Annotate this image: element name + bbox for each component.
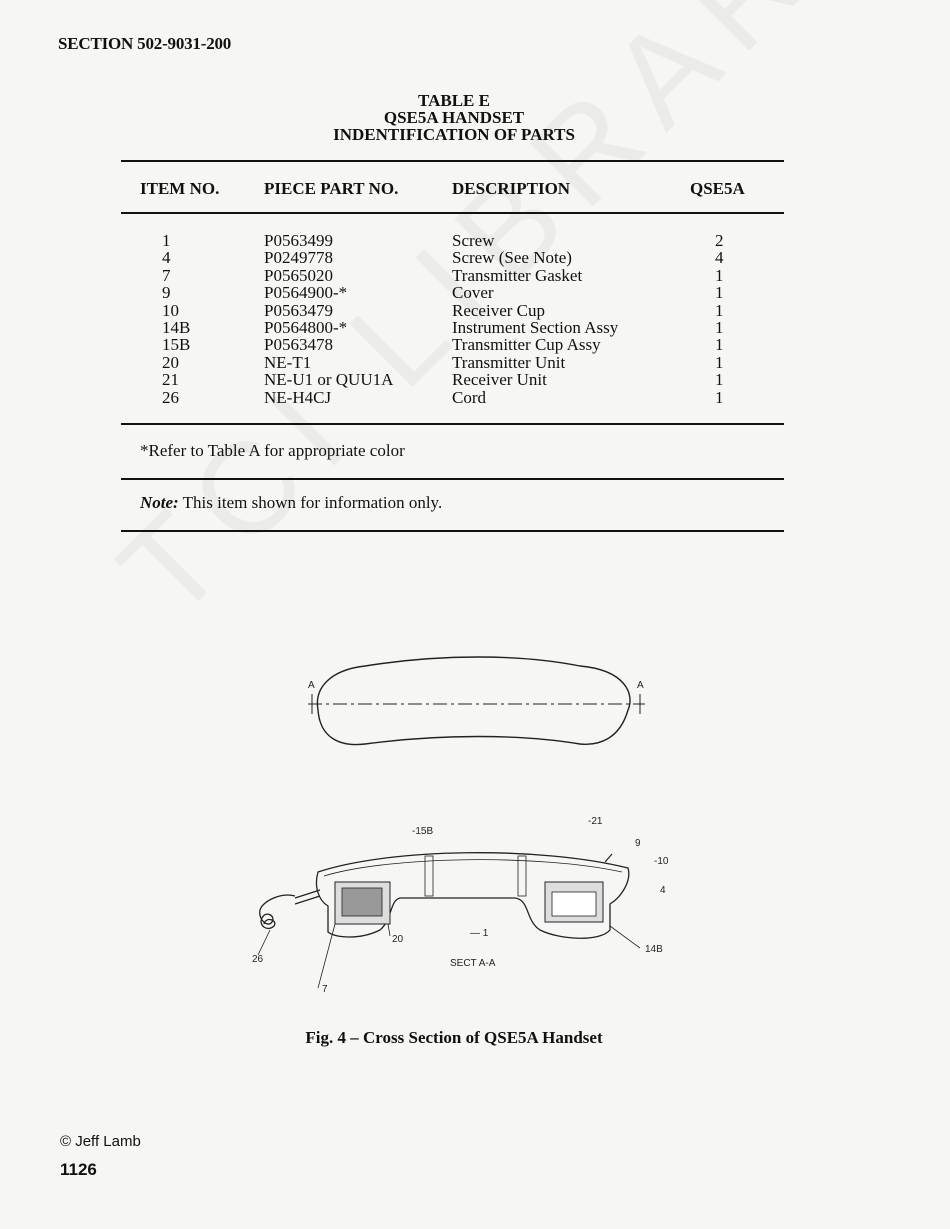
part-number-cell: P0249778 — [264, 248, 333, 268]
quantity-cell: 2 — [715, 231, 724, 250]
part-number-cell: P0565020 — [264, 265, 333, 285]
description-cell: Cord — [452, 387, 486, 407]
description-cell: Cover — [452, 283, 494, 303]
quantity-cell: 1 — [715, 283, 724, 303]
table-row — [0, 389, 950, 406]
table-bottom-rule — [121, 423, 784, 425]
note — [140, 493, 442, 513]
description-cell: Screw (See Note) — [452, 248, 572, 268]
column-header-item: ITEM NO. — [140, 179, 220, 198]
part-number-cell: NE-H4CJ — [264, 387, 332, 407]
quantity-cell: 1 — [715, 318, 724, 337]
page-number: 1126 — [60, 1160, 97, 1179]
callout-14b: 14B — [645, 944, 663, 955]
quantity-cell: 1 — [715, 352, 724, 372]
section-header: SECTION 502-9031-200 — [58, 34, 232, 53]
figure-caption: Fig. 4 – Cross Section of QSE5A Handset — [305, 1028, 603, 1047]
description-cell: Screw — [452, 231, 495, 250]
callout-4: 4 — [660, 885, 666, 896]
description-cell: Receiver Cup — [452, 300, 545, 320]
item-number-cell: 26 — [162, 387, 179, 407]
column-header-qse5a: QSE5A — [690, 179, 745, 198]
part-number-cell: P0563478 — [264, 335, 333, 355]
copyright: © Jeff Lamb — [60, 1133, 141, 1150]
table-row — [0, 284, 950, 301]
table-row — [0, 336, 950, 353]
item-number-cell: 14B — [162, 318, 191, 337]
color-footnote: *Refer to Table A for appropriate color — [140, 441, 405, 460]
note-bottom-rule — [121, 530, 784, 532]
callout-9: 9 — [635, 838, 641, 849]
callout-21: -21 — [588, 816, 603, 827]
note-text: This item shown for information only. — [178, 493, 443, 512]
part-number-cell: NE-T1 — [264, 352, 312, 372]
description-cell: Transmitter Gasket — [452, 265, 583, 285]
table-title: TABLE E — [418, 91, 490, 110]
quantity-cell: 4 — [715, 248, 724, 268]
description-cell: Receiver Unit — [452, 370, 547, 390]
callout-10: -10 — [654, 856, 669, 867]
item-number-cell: 20 — [162, 352, 179, 372]
table-row — [0, 267, 950, 284]
part-number-cell: P0564900-* — [264, 283, 348, 303]
item-number-cell: 9 — [162, 283, 171, 303]
quantity-cell: 1 — [715, 300, 724, 320]
part-number-cell: P0563479 — [264, 300, 333, 320]
description-cell: Transmitter Cup Assy — [452, 335, 601, 355]
table-subtitle: QSE5A HANDSET — [383, 108, 525, 127]
handset-cross-section — [240, 810, 680, 1000]
note-top-rule — [121, 478, 784, 480]
section-label: SECT A-A — [450, 958, 496, 969]
part-number-cell: P0563499 — [264, 231, 333, 250]
description-cell: Transmitter Unit — [452, 352, 566, 372]
item-number-cell: 1 — [162, 231, 171, 250]
table-header-rule — [121, 212, 784, 214]
table-heading: INDENTIFICATION OF PARTS — [333, 125, 575, 144]
table-row — [0, 319, 950, 336]
part-number-cell: NE-U1 or QUU1A — [264, 370, 394, 390]
callout-15b: -15B — [412, 826, 434, 837]
table-row — [0, 249, 950, 266]
callout-20: 20 — [392, 934, 404, 945]
table-row — [0, 302, 950, 319]
callout-26: 26 — [252, 954, 264, 965]
description-cell: Instrument Section Assy — [452, 318, 619, 337]
column-header-description: DESCRIPTION — [452, 179, 571, 198]
note-label: Note: — [140, 493, 179, 512]
quantity-cell: 1 — [715, 387, 724, 407]
quantity-cell: 1 — [715, 370, 724, 390]
callout-7: 7 — [322, 984, 328, 995]
table-row — [0, 232, 950, 249]
column-header-part: PIECE PART NO. — [264, 179, 399, 198]
section-marker-right: A — [637, 680, 644, 691]
handset-top-view — [290, 650, 660, 760]
item-number-cell: 4 — [162, 248, 171, 268]
item-number-cell: 10 — [162, 300, 179, 320]
section-marker-left: A — [308, 680, 315, 691]
table-row — [0, 354, 950, 371]
item-number-cell: 15B — [162, 335, 191, 355]
item-number-cell: 7 — [162, 265, 171, 285]
quantity-cell: 1 — [715, 335, 724, 355]
table-row — [0, 371, 950, 388]
quantity-cell: 1 — [715, 265, 724, 285]
part-number-cell: P0564800-* — [264, 318, 348, 337]
callout-1: — 1 — [470, 928, 489, 939]
table-top-rule — [121, 160, 784, 162]
item-number-cell: 21 — [162, 370, 179, 390]
